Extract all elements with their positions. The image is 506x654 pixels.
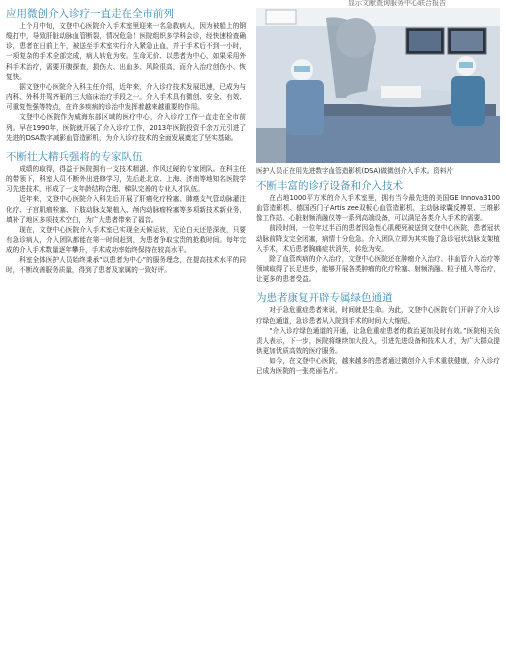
paragraph: 对于急危重症患者来说，时间就是生命。为此，文登中心医院专门开辟了介入诊疗绿色通道，急诊患者从入院到手术的时间大大缩短。 xyxy=(256,306,500,325)
paragraph: 近年来，文登中心医院介入科先后开展了肝癌化疗栓塞、肺癌支气管动脉灌注化疗、子宫肌瘤栓塞、下肢动脉支架植入、颅内动脉瘤栓塞等多项新技术新业务，填补了地区多项技术空白，为广大患者带来了福音。 xyxy=(6,195,246,224)
paragraph: 前段时间，一位年过半百的患者因急性心肌梗死被送到文登中心医院，患者冠状动脉前降支完全闭塞，病情十分危急。介入团队立即为其实施了急诊冠状动脉支架植入手术，术后患者胸痛症状消失，转危为安。 xyxy=(256,224,500,253)
surgery-scene-illustration xyxy=(256,8,500,163)
section-title-4: 为患者康复开辟专属绿色通道 xyxy=(256,292,393,305)
paragraph: 文登中心医院作为威海东部区域的医疗中心，介入诊疗工作一直走在全市前列。早在1990年，医院就开展了介入诊疗工作，2013年医院投资千余万元引进了先进的DSA数字减影血管造影机，为介入诊疗技术的全面发展奠定了坚实基础。 xyxy=(6,113,246,142)
paragraph: 科室全体医护人员始终秉承“以患者为中心”的服务理念，在提高技术水平的同时，不断改善服务质量，得到了患者及家属的一致好评。 xyxy=(6,256,246,275)
paragraph: 如今，在文登中心医院，越来越多的患者通过微创介入手术重获健康，介入诊疗已成为医院的一张亮丽名片。 xyxy=(256,357,500,376)
surgery-photo xyxy=(256,8,500,163)
paragraph: 现在，文登中心医院介入手术室已实现全天候运转，无论白天还是深夜，只要有急诊病人，介入团队都能在第一时间赶到，为患者争取宝贵的抢救时间。每年完成的介入手术数量逐年攀升，手术成功率始终保持在较高水平。 xyxy=(6,225,246,255)
section-title-3: 不断丰富的诊疗设备和介入技术 xyxy=(256,180,403,192)
photo-caption: 医护人员正在用先进数字血管造影机(DSA)做微创介入手术。资料片 xyxy=(256,167,454,175)
paragraph: 成绩的取得，得益于医院拥有一支技术精湛、作风过硬的专家团队。在科主任的带领下，科室人员不断外出进修学习，先后赴北京、上海、济南等地知名医院学习先进技术，形成了一支年龄结构合理、梯队完善的专业人才队伍。 xyxy=(6,164,246,194)
paragraph: “介入诊疗绿色通道的开通，让急危重症患者的救治更加及时有效。”医院相关负责人表示，下一步，医院将继续加大投入，引进先进设备和技术人才，为广大群众提供更加优质高效的医疗服务。 xyxy=(256,326,500,356)
right-column xyxy=(256,8,500,650)
section-title-2: 不断壮大精兵强将的专家队伍 xyxy=(6,150,143,163)
left-column xyxy=(6,8,246,650)
section-title-1: 应用微创介入诊疗一直走在全市前列 xyxy=(6,8,174,20)
spacer xyxy=(6,143,246,151)
paragraph: 除了血管疾病的介入治疗，文登中心医院还在肿瘤介入治疗、非血管介入治疗等领域取得了长足进步，能够开展各类肿瘤的化疗栓塞、射频消融、粒子植入等治疗，让更多的患者受益。 xyxy=(256,254,500,284)
running-header xyxy=(0,0,506,6)
paragraph: 在占地1000平方米的介入手术室里，拥有当今最先进的美国GE Innova3100血管造影机、德国西门子Artis zee双板心血管造影机，主动脉球囊反搏泵、三维影像工作站、心脏射频消融仪等一系列高端设备，可以满足各类介入手术的需要。 xyxy=(256,194,500,223)
paragraph: 据文登中心医院介入科主任介绍，近年来，介入诊疗技术发展迅速，已成为与内科、外科并驾齐驱的三大临床治疗手段之一。介入手术具有微创、安全、有效、可重复性强等特点，在许多疾病的诊治中发挥着越来越重要的作用。 xyxy=(6,82,246,112)
paragraph: 上个月中旬，文登中心医院介入手术室里迎来一名急救病人，因为被船上的钢缆打中，导致肝脏动脉血管断裂，情况危急！医院组织多学科会诊，经快速检查确诊，患者在日前上午，被送至手术室实行介入紧急止血，并于手术后不到一小时，一项复杂的手术全部完成，病人转危为安。生命无价、以患者为中心，如果采用外科手术治疗，需要开腹探查，损伤大、出血多、风险很高，而介入治疗创伤小、恢复快。 xyxy=(6,22,246,81)
running-header-text: 显示文献查询服务中心联合报告 xyxy=(348,0,446,6)
